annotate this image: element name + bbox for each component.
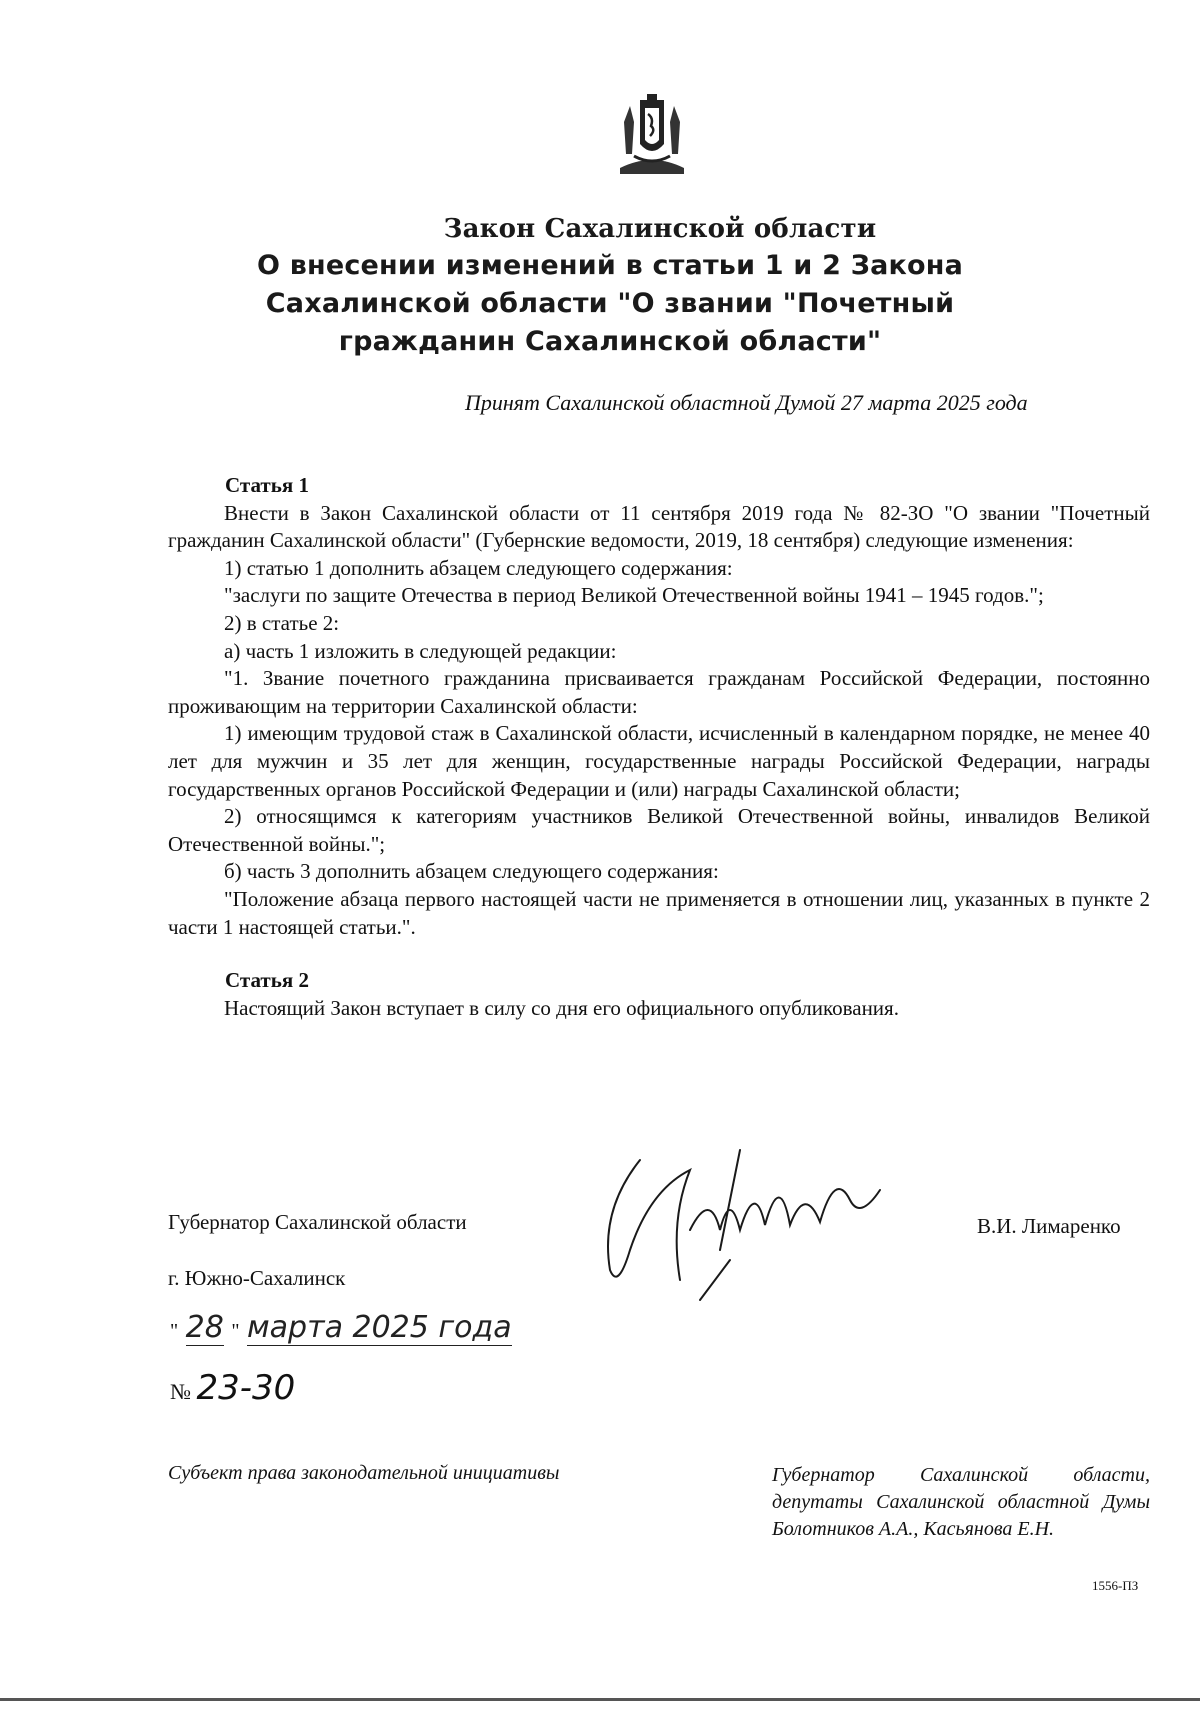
document-title: Закон Сахалинской области	[443, 214, 877, 244]
law-number-value: 23-30	[196, 1368, 296, 1408]
signatory-position: Губернатор Сахалинской области	[168, 1210, 467, 1234]
document-code: 1556-ПЗ	[1092, 1578, 1139, 1593]
signing-date	[170, 1310, 512, 1345]
article-2-paragraph: Настоящий Закон вступает в силу со дня его официального опубликования.	[224, 995, 899, 1020]
article-1-paragraph: 2) в статье 2:	[224, 610, 340, 635]
article-1-paragraph: "1. Звание почетного гражданина присваивается гражданам Российской Федерации, постоянно проживающим на территории Сахалинской области:	[168, 666, 1150, 718]
date-quote: "	[231, 1320, 240, 1342]
law-number	[170, 1368, 295, 1408]
article-2-heading: Статья 2	[225, 968, 309, 993]
article-1-paragraph: а) часть 1 изложить в следующей редакции:	[224, 638, 617, 663]
article-1-paragraph: 1) статью 1 дополнить абзацем следующего содержания:	[224, 555, 733, 580]
document-subtitle-line-2: Сахалинской области "О звании "Почетный	[265, 288, 955, 319]
subject-label: Субъект права законодательной инициативы	[168, 1462, 560, 1484]
article-1-paragraph: "заслуги по защите Отечества в период Великой Отечественной войны 1941 – 1945 годов.";	[224, 583, 1044, 608]
coat-of-arms-icon	[618, 92, 686, 178]
date-day: 28	[185, 1310, 224, 1345]
article-1-paragraph: "Положение абзаца первого настоящей части не применяется в отношении лиц, указанных в пункте 2 части 1 настоящей статьи.".	[168, 886, 1150, 939]
handwritten-signature	[580, 1130, 910, 1320]
law-body	[168, 472, 1150, 1022]
article-1-paragraph: 2) относящимся к категориям участников Великой Отечественной войны, инвалидов Великой Отечественной войны.";	[168, 804, 1150, 856]
spacer	[168, 941, 1150, 967]
scan-edge-line	[0, 1698, 1200, 1701]
adoption-note: Принят Сахалинской областной Думой 27 марта 2025 года	[465, 390, 1028, 415]
article-1-paragraph: Внести в Закон Сахалинской области от 11 сентября 2019 года № 82-ЗО "О звании "Почетный гражданин Сахалинской области" (Губернские ведомости, 2019, 18 сентября) следующие изменения:	[168, 500, 1150, 553]
date-month-year: марта 2025 года	[247, 1310, 512, 1345]
article-1-paragraph: 1) имеющим трудовой стаж в Сахалинской области, исчисленный в календарном порядке, не менее 40 лет для мужчин и 35 лет для женщин, государственные награды Российской Федерации, награды государственных органов Российской Федерации и (или) награды Сахалинской области;	[168, 721, 1150, 801]
document-subtitle-line-3: гражданин Сахалинской области"	[338, 326, 882, 357]
subject-value: Губернатор Сахалинской области, депутаты Сахалинской областной Думы Болотников А.А., Касьянова Е.Н.	[772, 1464, 1150, 1540]
article-1-heading: Статья 1	[225, 473, 309, 497]
document-subtitle-line-1: О внесении изменений в статьи 1 и 2 Закона	[256, 250, 964, 281]
number-sign: №	[170, 1379, 191, 1404]
signatory-name: В.И. Лимаренко	[977, 1214, 1121, 1238]
article-1-paragraph: б) часть 3 дополнить абзацем следующего содержания:	[224, 859, 719, 884]
date-quote: "	[170, 1320, 179, 1342]
signing-city: г. Южно-Сахалинск	[168, 1266, 346, 1290]
